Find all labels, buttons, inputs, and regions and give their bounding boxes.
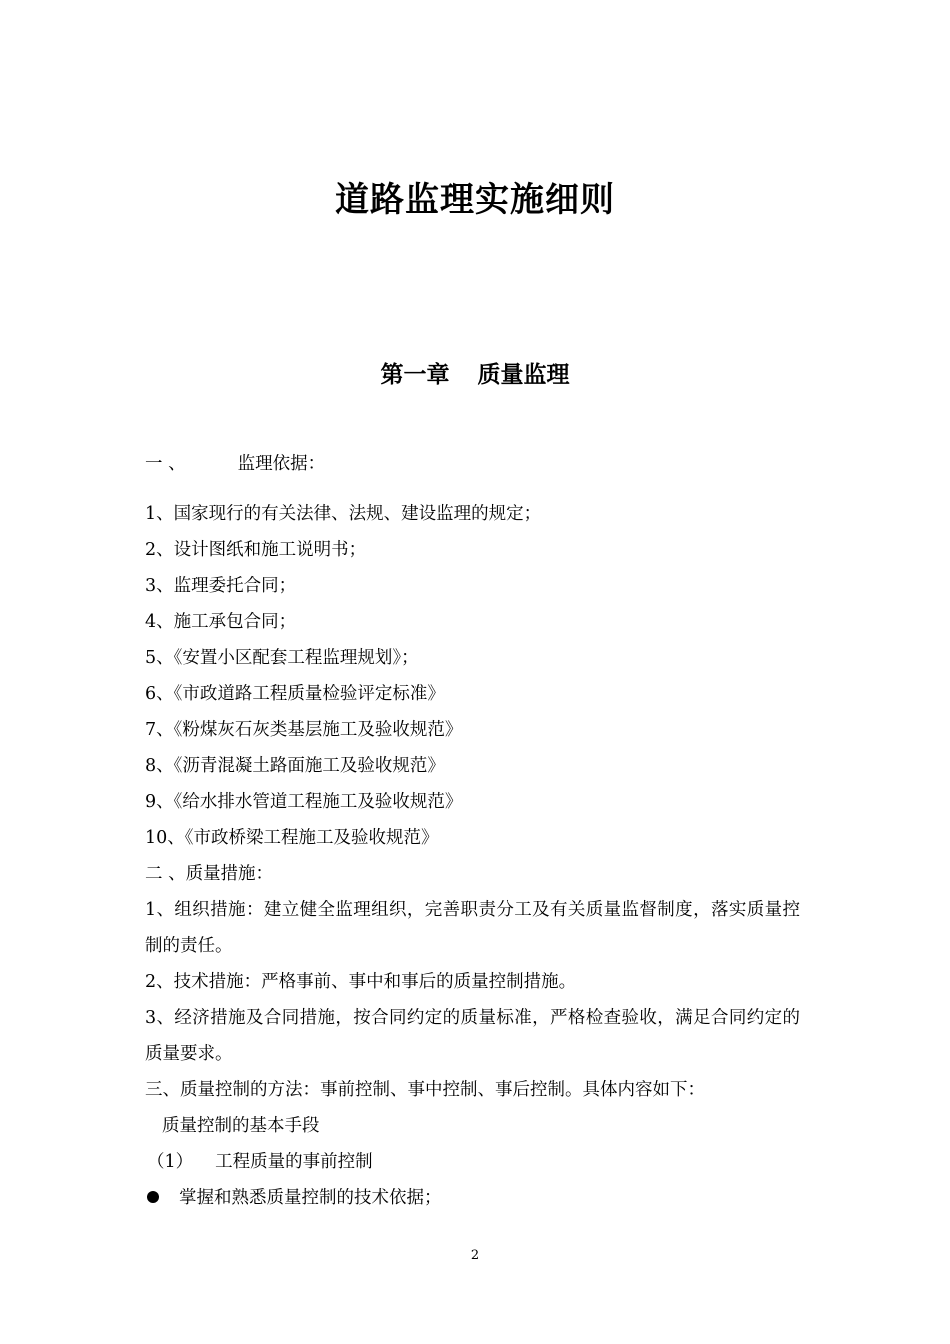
section3-subheading: 质量控制的基本手段: [162, 1116, 320, 1136]
bullet-item: [145, 1186, 442, 1210]
basis-item-4: 4、施工承包合同；: [145, 612, 297, 632]
basis-item-1: 1、国家现行的有关法律、法规、建设监理的规定；: [145, 504, 542, 524]
basis-item-6: 6、《市政道路工程质量检验评定标准》: [145, 684, 445, 704]
basis-item-5: 5、《安置小区配套工程监理规划》；: [145, 648, 419, 668]
measure-item-1: 1、组织措施：建立健全监理组织，完善职责分工及有关质量监督制度，落实质量控制的责任。: [145, 900, 800, 956]
basis-item-8: 8、《沥青混凝土路面施工及验收规范》: [145, 756, 445, 776]
measure-item-2: 2、技术措施：严格事前、事中和事后的质量控制措施。: [145, 972, 577, 992]
chapter-name: 质量监理: [477, 362, 570, 388]
basis-item-2: 2、设计图纸和施工说明书；: [145, 540, 367, 560]
subitem-text: 工程质量的事前控制: [215, 1152, 373, 1172]
section1-marker: 一 、: [145, 454, 186, 474]
section3-heading: 三、质量控制的方法：事前控制、事中控制、事后控制。具体内容如下：: [145, 1080, 705, 1100]
bullet-text: 掌握和熟悉质量控制的技术依据；: [179, 1188, 442, 1208]
bullet-icon: [147, 1191, 159, 1203]
chapter-number: 第一章: [380, 362, 450, 388]
section3-subitem: [147, 1150, 373, 1174]
page-number: 2: [470, 1248, 480, 1263]
chapter-title: [0, 356, 950, 389]
document-title: 道路监理实施细则: [335, 180, 615, 220]
basis-item-3: 3、监理委托合同；: [145, 576, 297, 596]
section2-heading: 二 、质量措施：: [145, 864, 274, 884]
section1-title: 监理依据：: [237, 454, 326, 474]
basis-item-10: 10、《市政桥梁工程施工及验收规范》: [145, 828, 439, 848]
section1-heading: [145, 452, 325, 476]
measure-item-3: 3、经济措施及合同措施，按合同约定的质量标准，严格检查验收，满足合同约定的质量要求。: [145, 1008, 800, 1064]
basis-item-9: 9、《给水排水管道工程施工及验收规范》: [145, 792, 463, 812]
subitem-marker: （1）: [147, 1152, 194, 1172]
basis-item-7: 7、《粉煤灰石灰类基层施工及验收规范》: [145, 720, 463, 740]
